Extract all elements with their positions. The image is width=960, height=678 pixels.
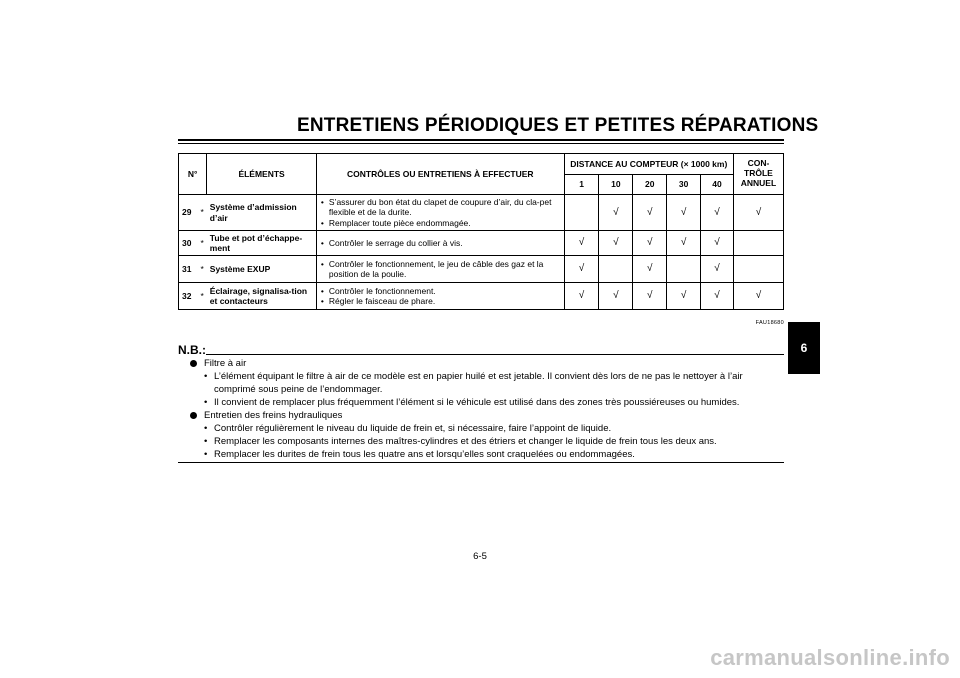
note-end-rule xyxy=(178,462,784,463)
action-text: • Contrôler le fonctionnement. xyxy=(320,286,561,296)
header-km: 40 xyxy=(701,175,734,195)
bullet-icon xyxy=(190,412,197,419)
reference-code: FAU18680 xyxy=(755,320,784,326)
header-annual: CON-TRÔLE ANNUEL xyxy=(733,154,783,195)
list-item: • Remplacer les composants internes des maîtres-cylindres et des étriers et changer le liquide de frein tous les deux ans. xyxy=(204,435,786,448)
row-star: * xyxy=(197,231,206,256)
note-label: N.B.: xyxy=(178,343,206,357)
header-km: 20 xyxy=(633,175,667,195)
header-km: 10 xyxy=(599,175,633,195)
note-rule xyxy=(206,354,784,355)
check-cell: √ xyxy=(701,195,734,231)
check-cell xyxy=(667,256,701,283)
check-cell xyxy=(733,231,783,256)
row-actions xyxy=(316,195,564,231)
check-cell: √ xyxy=(633,195,667,231)
header-items: ÉLÉMENTS xyxy=(207,154,317,195)
watermark: carmanualsonline.info xyxy=(710,645,950,670)
check-cell: √ xyxy=(667,283,701,310)
row-number: 30 xyxy=(179,231,198,256)
title-rule-thin xyxy=(178,143,784,144)
row-star: * xyxy=(197,195,206,231)
header-km: 1 xyxy=(564,175,599,195)
row-number: 29 xyxy=(179,195,198,231)
list-item: • Remplacer les durites de frein tous les quatre ans et lorsqu’elles sont craquelées ou endommagées. xyxy=(204,448,786,461)
check-cell: √ xyxy=(599,231,633,256)
check-cell: √ xyxy=(599,195,633,231)
check-cell: √ xyxy=(599,283,633,310)
check-cell xyxy=(599,256,633,283)
maintenance-table xyxy=(178,153,784,310)
bullet-icon xyxy=(190,360,197,367)
chapter-tab: 6 xyxy=(788,322,820,374)
check-cell: √ xyxy=(733,283,783,310)
check-cell: √ xyxy=(701,283,734,310)
check-cell: √ xyxy=(564,231,599,256)
table-row xyxy=(179,283,784,310)
note-group-title: Filtre à air xyxy=(204,358,247,369)
row-item: Éclairage, signalisa-tion et contacteurs xyxy=(207,283,317,310)
row-actions xyxy=(316,231,564,256)
note-body xyxy=(188,357,786,461)
list-item: • L’élément équipant le filtre à air de ce modèle est en papier huilé et est jetable. Il convient dès lors de ne pas le nettoyer à l’air comprimé sous peine de l’endommager. xyxy=(204,370,786,396)
table-row xyxy=(179,231,784,256)
header-km: 30 xyxy=(667,175,701,195)
row-actions xyxy=(316,283,564,310)
list-item: • Il convient de remplacer plus fréquemment l’élément si le véhicule est utilisé dans des zones très poussiéreuses ou humides. xyxy=(204,396,786,409)
header-distance: DISTANCE AU COMPTEUR (× 1000 km) xyxy=(564,154,733,175)
check-cell: √ xyxy=(633,231,667,256)
note-group-air-filter xyxy=(188,357,786,409)
action-text: • S’assurer du bon état du clapet de coupure d’air, du cla-pet flexible et de la durite. xyxy=(320,197,561,217)
check-cell: √ xyxy=(733,195,783,231)
list-item: • Contrôler régulièrement le niveau du liquide de frein et, si nécessaire, faire l’appoint de liquide. xyxy=(204,422,786,435)
row-star: * xyxy=(197,283,206,310)
check-cell: √ xyxy=(564,283,599,310)
page-number: 6-5 xyxy=(473,551,487,562)
note-group-title: Entretien des freins hydrauliques xyxy=(204,410,343,421)
row-number: 32 xyxy=(179,283,198,310)
action-text: • Contrôler le serrage du collier à vis. xyxy=(320,238,561,248)
row-actions xyxy=(316,256,564,283)
row-star: * xyxy=(197,256,206,283)
table-row xyxy=(179,256,784,283)
page-title: ENTRETIENS PÉRIODIQUES ET PETITES RÉPARATIONS xyxy=(297,115,819,136)
note-group-brakes xyxy=(188,409,786,461)
action-text: • Contrôler le fonctionnement, le jeu de câble des gaz et la position de la poulie. xyxy=(320,259,561,279)
check-cell: √ xyxy=(667,195,701,231)
check-cell: √ xyxy=(701,231,734,256)
row-item: Système EXUP xyxy=(207,256,317,283)
action-text: • Remplacer toute pièce endommagée. xyxy=(320,218,561,228)
header-no: N° xyxy=(179,154,207,195)
check-cell: √ xyxy=(667,231,701,256)
table-row xyxy=(179,195,784,231)
row-item: Système d’admission d’air xyxy=(207,195,317,231)
header-actions: CONTRÔLES OU ENTRETIENS À EFFECTUER xyxy=(316,154,564,195)
check-cell: √ xyxy=(564,256,599,283)
check-cell: √ xyxy=(701,256,734,283)
check-cell xyxy=(733,256,783,283)
check-cell: √ xyxy=(633,256,667,283)
action-text: • Régler le faisceau de phare. xyxy=(320,296,561,306)
check-cell xyxy=(564,195,599,231)
title-rule xyxy=(178,139,784,141)
row-number: 31 xyxy=(179,256,198,283)
check-cell: √ xyxy=(633,283,667,310)
row-item: Tube et pot d’échappe-ment xyxy=(207,231,317,256)
